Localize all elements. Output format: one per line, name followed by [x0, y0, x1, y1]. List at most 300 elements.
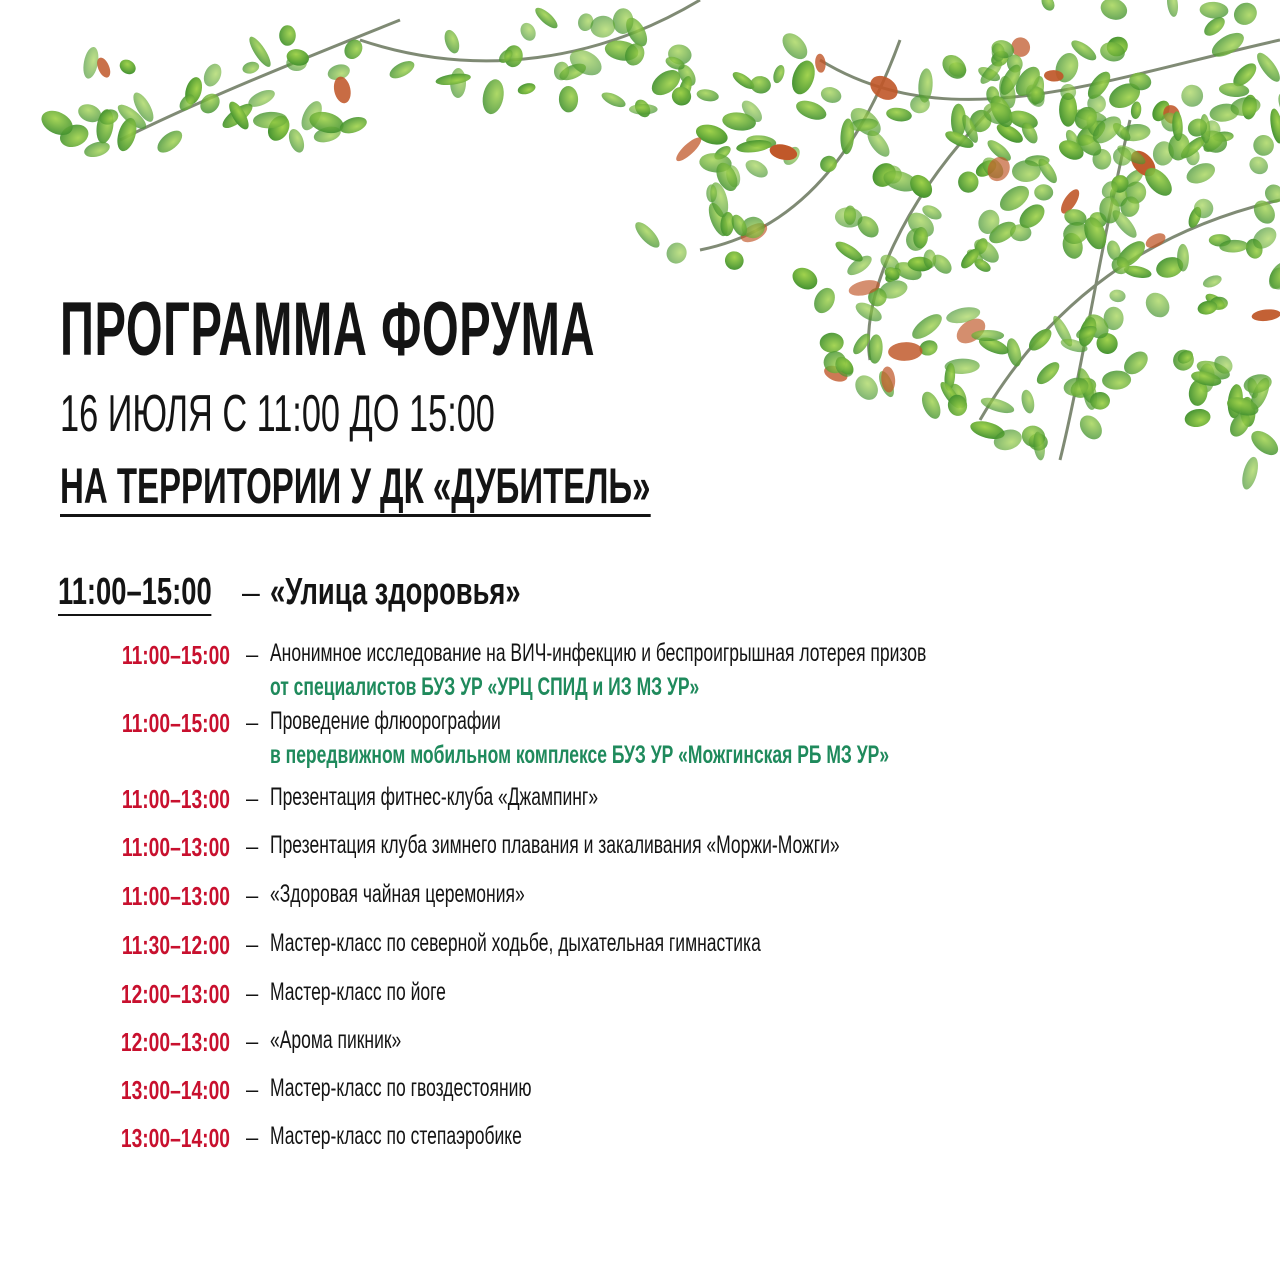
leaf-shape: [917, 68, 934, 103]
leaf-shape: [978, 153, 1007, 182]
schedule-dash: –: [246, 1125, 259, 1150]
leaf-shape: [94, 56, 112, 80]
leaf-shape: [1087, 210, 1109, 230]
leaf-shape: [1075, 367, 1098, 405]
leaf-shape: [1166, 0, 1180, 18]
leaf-shape: [1063, 128, 1082, 151]
main-block-time: 11:00–15:00: [58, 572, 212, 616]
leaf-shape: [983, 153, 1014, 185]
leaf-shape: [1098, 0, 1130, 23]
leaf-shape: [694, 121, 731, 148]
leaf-shape: [1015, 200, 1049, 233]
leaf-shape: [154, 126, 187, 156]
leaf-shape: [920, 202, 944, 222]
leaf-shape: [844, 205, 857, 225]
leaf-shape: [1177, 244, 1189, 272]
leaf-shape: [1119, 123, 1151, 143]
leaf-shape: [1181, 84, 1204, 107]
leaf-shape: [883, 265, 904, 285]
leaf-shape: [1123, 264, 1153, 280]
leaf-shape: [906, 171, 937, 203]
main-block-time-wrap: [58, 572, 212, 616]
leaf-shape: [1084, 91, 1109, 116]
leaf-shape: [1011, 159, 1041, 182]
leaf-shape: [1059, 93, 1077, 127]
leaf-shape: [912, 226, 928, 249]
leaf-shape: [844, 252, 875, 279]
leaf-shape: [246, 34, 274, 70]
leaf-shape: [600, 89, 628, 110]
schedule-activity: Анонимное исследование на ВИЧ-инфекцию и беспроигрышная лотерея призов: [270, 639, 927, 667]
leaf-shape: [1059, 336, 1089, 354]
schedule-dash: –: [246, 834, 259, 859]
leaf-shape: [1225, 394, 1261, 419]
leaf-shape: [1060, 231, 1086, 261]
leaf-shape: [286, 127, 307, 155]
leaf-shape: [952, 314, 990, 349]
leaf-shape: [1075, 411, 1106, 443]
leaf-shape: [1130, 101, 1142, 120]
leaf-shape: [1203, 291, 1227, 312]
leaf-shape: [1074, 130, 1105, 160]
leaf-shape: [1219, 239, 1249, 253]
leaf-shape: [114, 116, 140, 154]
leaf-shape: [1090, 392, 1111, 410]
leaf-shape: [450, 68, 466, 98]
leaf-shape: [1058, 186, 1083, 216]
schedule-time: 11:00–13:00: [121, 784, 230, 814]
leaf-shape: [1169, 345, 1198, 374]
leaf-shape: [997, 75, 1018, 110]
leaf-shape: [97, 107, 120, 127]
leaf-shape: [1242, 372, 1274, 396]
leaf-shape: [730, 69, 757, 92]
leaf-shape: [746, 134, 777, 150]
schedule-activity: Мастер-класс по гвоздестоянию: [270, 1074, 532, 1102]
leaf-shape: [771, 64, 786, 85]
leaf-shape: [1009, 35, 1033, 60]
leaf-shape: [1028, 432, 1049, 451]
leaf-shape: [972, 256, 993, 274]
leaf-shape: [1143, 230, 1168, 251]
schedule-time: 13:00–14:00: [120, 1075, 230, 1105]
leaf-shape: [986, 92, 1017, 130]
leaf-shape: [1261, 181, 1280, 207]
leaf-shape: [326, 62, 352, 83]
leaf-shape: [929, 251, 955, 277]
leaf-shape: [1019, 423, 1048, 451]
leaf-shape: [225, 99, 252, 132]
leaf-shape: [196, 90, 223, 118]
leaf-shape: [1246, 377, 1260, 399]
leaf-shape: [1088, 111, 1126, 148]
schedule-activity: «Арома пикник»: [270, 1026, 402, 1054]
leaf-shape: [740, 216, 765, 240]
leaf-shape: [129, 90, 157, 125]
leaf-shape: [114, 101, 149, 133]
leaf-shape: [117, 57, 139, 78]
schedule-time: 11:00–13:00: [121, 881, 230, 911]
leaf-shape: [673, 134, 704, 164]
leaf-shape: [877, 251, 902, 274]
leaf-shape: [297, 98, 326, 134]
leaf-shape: [1276, 92, 1280, 120]
leaf-shape: [849, 117, 879, 133]
leaf-shape: [1068, 37, 1099, 64]
leaf-shape: [1033, 358, 1063, 387]
leaf-shape: [1110, 144, 1135, 169]
leaf-shape: [338, 114, 369, 137]
leaf-shape: [907, 256, 933, 272]
leaf-shape: [1035, 156, 1060, 186]
leaf-shape: [1226, 383, 1244, 419]
leaf-shape: [1034, 184, 1054, 201]
leaf-shape: [973, 157, 999, 180]
leaf-shape: [985, 217, 1019, 247]
leaf-shape: [1175, 348, 1195, 367]
leaf-shape: [666, 43, 693, 67]
leaf-shape: [503, 44, 525, 69]
leaf-shape: [1126, 146, 1160, 181]
leaf-shape: [307, 108, 346, 136]
leaf-shape: [1265, 258, 1280, 293]
leaf-shape: [557, 60, 588, 83]
leaf-shape: [947, 60, 968, 78]
leaf-shape: [241, 60, 260, 75]
leaf-shape: [977, 57, 1005, 87]
schedule-activity: Мастер-класс по северной ходьбе, дыхательная гимнастика: [270, 929, 761, 957]
leaf-shape: [888, 342, 923, 362]
event-place: НА ТЕРРИТОРИИ У ДК «ДУБИТЕЛЬ»: [60, 460, 651, 517]
leaf-shape: [977, 334, 1011, 358]
leaf-shape: [1160, 102, 1183, 126]
leaf-shape: [81, 46, 101, 80]
leaf-shape: [1108, 172, 1132, 197]
schedule-dash: –: [246, 932, 259, 957]
leaf-shape: [332, 75, 353, 105]
leaf-shape: [1109, 207, 1141, 241]
schedule-activity: Мастер-класс по йоге: [270, 978, 446, 1006]
schedule-dash: –: [246, 710, 259, 735]
leaf-shape: [1200, 130, 1227, 155]
leaf-shape: [957, 171, 979, 194]
schedule-dash: –: [246, 981, 259, 1006]
event-place-wrap: [60, 460, 651, 517]
leaf-shape: [707, 180, 731, 219]
leaf-shape: [1268, 108, 1280, 145]
leaf-shape: [945, 304, 982, 325]
leaf-shape: [1226, 409, 1254, 440]
leaf-shape: [1050, 314, 1076, 349]
leaf-shape: [1230, 0, 1262, 29]
page-title: ПРОГРАММА ФОРУМА: [60, 287, 596, 372]
leaf-shape: [1190, 369, 1223, 389]
schedule-dash: –: [246, 1077, 259, 1102]
leaf-shape: [264, 112, 294, 145]
leaf-shape: [743, 156, 771, 181]
leaf-shape: [1044, 70, 1064, 82]
leaf-shape: [1052, 50, 1083, 86]
leaf-shape: [1115, 142, 1148, 168]
leaf-shape: [903, 208, 939, 242]
leaf-shape: [970, 235, 1003, 267]
leaf-shape: [622, 14, 652, 50]
leaf-shape: [664, 54, 687, 72]
leaf-shape: [788, 57, 819, 97]
leaf-shape: [768, 142, 799, 162]
leaf-shape: [959, 113, 981, 145]
leaf-shape: [1025, 155, 1050, 167]
leaf-shape: [622, 40, 648, 68]
leaf-shape: [865, 285, 890, 310]
leaf-shape: [946, 393, 969, 417]
schedule-time: 11:00–15:00: [121, 640, 230, 670]
leaf-shape: [589, 14, 616, 39]
leaf-shape: [1056, 136, 1087, 163]
leaf-shape: [946, 381, 970, 411]
leaf-shape: [57, 121, 92, 151]
leaf-shape: [1128, 71, 1153, 92]
leaf-shape: [1102, 370, 1132, 390]
leaf-shape: [576, 12, 595, 33]
leaf-shape: [938, 50, 971, 83]
leaf-shape: [1072, 107, 1107, 125]
leaf-shape: [1203, 119, 1223, 141]
leaf-shape: [1211, 352, 1237, 377]
leaf-shape: [706, 184, 717, 202]
leaf-shape: [908, 310, 946, 344]
leaf-shape: [780, 144, 803, 168]
schedule-organizer: от специалистов БУЗ УР «УРЦ СПИД и ИЗ МЗ УР»: [270, 673, 700, 701]
leaf-shape: [972, 236, 990, 257]
leaf-shape: [1117, 193, 1142, 220]
leaf-shape: [1104, 33, 1132, 59]
leaf-shape: [1039, 0, 1057, 13]
event-date: 16 ИЮЛЯ С 11:00 ДО 15:00: [60, 385, 495, 443]
leaf-shape: [918, 389, 944, 422]
leaf-shape: [840, 118, 855, 154]
leaf-shape: [979, 395, 1016, 417]
leaf-shape: [1172, 111, 1184, 141]
leaf-shape: [1209, 296, 1228, 310]
leaf-shape: [200, 61, 224, 89]
leaf-shape: [834, 206, 864, 229]
leaf-shape: [778, 29, 812, 64]
leaf-shape: [1098, 40, 1126, 64]
leaf-shape: [876, 369, 897, 399]
leaf-shape: [663, 239, 690, 267]
leaf-shape: [892, 259, 924, 284]
leaf-shape: [1197, 127, 1230, 156]
leaf-shape: [285, 47, 310, 68]
leaf-shape: [867, 334, 883, 364]
leaf-shape: [880, 162, 905, 187]
leaf-shape: [1140, 163, 1177, 201]
leaf-shape: [882, 264, 902, 283]
leaf-shape: [1068, 374, 1100, 402]
schedule-time: 11:00–15:00: [121, 708, 230, 738]
leaf-shape: [964, 247, 985, 267]
leaf-shape: [991, 426, 1024, 453]
leaf-shape: [1007, 107, 1041, 132]
leaf-shape: [863, 127, 893, 160]
schedule-activity: Мастер-класс по степаэробике: [270, 1122, 522, 1150]
leaf-shape: [1062, 376, 1090, 398]
leaf-shape: [1010, 224, 1032, 241]
leaf-shape: [1141, 288, 1174, 322]
leaf-shape: [729, 212, 751, 238]
leaf-shape: [847, 277, 881, 298]
leaf-shape: [1082, 380, 1099, 411]
leaf-shape: [995, 181, 1033, 216]
schedule-organizer: в передвижном мобильном комплексе БУЗ УР «Можгинская РБ МЗ УР»: [270, 741, 890, 769]
leaf-shape: [219, 100, 256, 133]
leaf-shape: [1112, 236, 1149, 272]
leaf-shape: [833, 238, 866, 265]
leaf-shape: [1020, 389, 1037, 415]
leaf-shape: [435, 72, 472, 87]
leaf-shape: [82, 139, 111, 160]
leaf-shape: [975, 207, 1002, 237]
leaf-shape: [629, 104, 658, 115]
leaf-shape: [1108, 253, 1133, 278]
leaf-shape: [1199, 1, 1229, 20]
leaf-shape: [985, 85, 1001, 105]
leaf-shape: [976, 64, 1002, 84]
leaf-shape: [853, 212, 882, 242]
leaf-shape: [822, 349, 849, 375]
leaf-shape: [832, 354, 858, 381]
leaf-shape: [1178, 133, 1209, 162]
leaf-shape: [720, 211, 735, 236]
leaf-shape: [1249, 223, 1280, 253]
leaf-shape: [814, 53, 826, 73]
leaf-shape: [943, 128, 976, 151]
leaf-shape: [1247, 375, 1273, 412]
leaf-shape: [909, 94, 932, 115]
leaf-shape: [1025, 84, 1047, 107]
leaf-shape: [1072, 116, 1110, 151]
leaf-shape: [721, 248, 747, 274]
leaf-shape: [819, 85, 843, 106]
leaf-shape: [1229, 95, 1262, 118]
leaf-shape: [793, 97, 829, 124]
schedule-time: 13:00–14:00: [120, 1123, 230, 1153]
leaf-shape: [1120, 347, 1153, 379]
leaf-shape: [789, 263, 822, 293]
leaf-shape: [1080, 310, 1114, 344]
leaf-shape: [696, 88, 720, 103]
leaf-shape: [480, 77, 507, 115]
leaf-shape: [675, 61, 700, 89]
leaf-shape: [341, 36, 366, 62]
leaf-shape: [904, 226, 929, 253]
leaf-shape: [516, 81, 536, 96]
leaf-shape: [1092, 149, 1111, 170]
leaf-shape: [497, 47, 516, 66]
leaf-shape: [94, 108, 116, 145]
leaf-shape: [1192, 197, 1215, 220]
leaf-shape: [988, 48, 1011, 70]
leaf-shape: [1247, 426, 1280, 460]
leaf-shape: [1005, 53, 1024, 74]
schedule-dash: –: [246, 786, 259, 811]
schedule-time: 11:00–13:00: [121, 832, 230, 862]
main-block-name: «Улица здоровья»: [270, 571, 521, 613]
leaf-shape: [738, 97, 766, 125]
leaf-shape: [669, 84, 694, 108]
leaf-shape: [850, 331, 873, 357]
leaf-shape: [1110, 120, 1133, 144]
leaf-shape: [312, 124, 342, 145]
leaf-shape: [1267, 265, 1280, 292]
leaf-shape: [736, 138, 773, 154]
leaf-shape: [994, 120, 1026, 147]
leaf-shape: [1092, 329, 1122, 358]
leaf-shape: [279, 25, 296, 46]
leaf-shape: [918, 338, 940, 358]
schedule-time: 12:00–13:00: [120, 1027, 230, 1057]
leaf-shape: [1122, 179, 1149, 207]
leaf-shape: [965, 105, 996, 136]
leaf-shape: [1251, 308, 1280, 322]
leaf-shape: [612, 8, 633, 35]
leaf-shape: [1187, 378, 1209, 406]
leaf-shape: [937, 379, 964, 411]
leaf-shape: [822, 363, 850, 385]
leaf-shape: [1241, 94, 1259, 120]
leaf-shape: [699, 152, 733, 174]
leaf-shape: [1239, 397, 1256, 428]
leaf-shape: [1229, 59, 1260, 90]
leaf-shape: [1151, 139, 1176, 167]
leaf-shape: [1199, 114, 1211, 144]
leaf-shape: [1011, 62, 1045, 100]
leaf-shape: [1149, 97, 1173, 124]
leaf-shape: [989, 38, 1016, 61]
leaf-shape: [1218, 82, 1249, 98]
leaf-shape: [253, 111, 288, 129]
leaf-shape: [37, 106, 76, 140]
leaf-shape: [738, 219, 770, 246]
leaf-shape: [1104, 307, 1124, 330]
leaf-shape: [387, 57, 417, 81]
leaf-shape: [1157, 109, 1184, 136]
leaf-shape: [1213, 131, 1234, 142]
leaf-shape: [996, 62, 1024, 98]
leaf-shape: [1084, 68, 1115, 103]
leaf-shape: [1186, 148, 1200, 165]
leaf-shape: [1198, 363, 1216, 393]
leaf-shape: [1108, 184, 1129, 208]
leaf-shape: [749, 75, 772, 95]
leaf-shape: [1196, 299, 1218, 316]
leaf-shape: [1004, 337, 1024, 368]
leaf-shape: [1239, 455, 1261, 491]
leaf-shape: [1201, 14, 1228, 40]
leaf-shape: [1025, 325, 1055, 354]
leaf-shape: [632, 97, 654, 120]
leaf-shape: [1109, 289, 1127, 303]
leaf-shape: [246, 86, 277, 110]
leaf-shape: [286, 55, 307, 72]
leaf-shape: [1246, 153, 1271, 178]
leaf-shape: [991, 43, 1006, 62]
leaf-shape: [817, 152, 840, 175]
leaf-shape: [705, 200, 732, 238]
leaf-shape: [631, 218, 663, 251]
leaf-shape: [676, 75, 695, 104]
